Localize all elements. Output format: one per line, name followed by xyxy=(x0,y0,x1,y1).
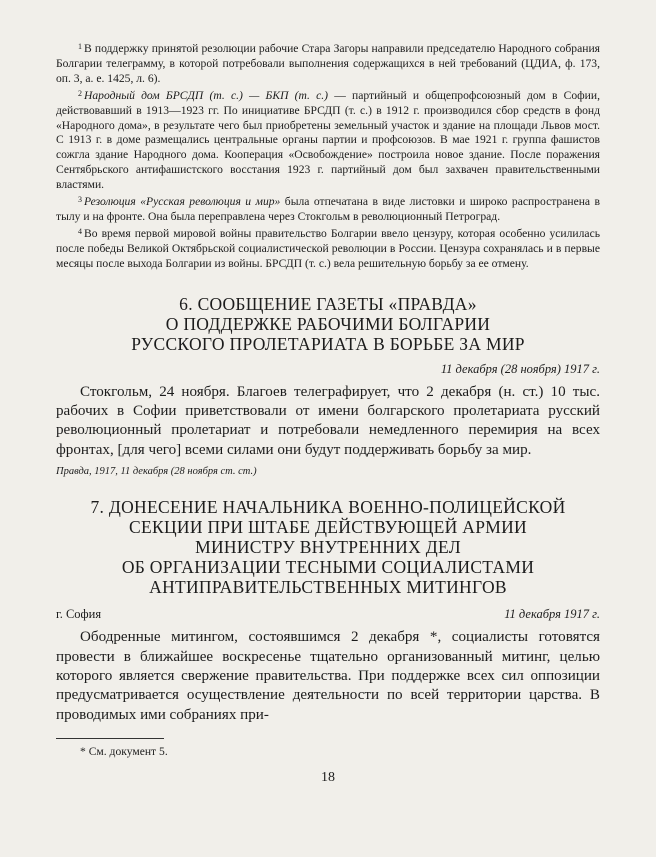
footnote-divider xyxy=(56,738,164,739)
doc7-place-date xyxy=(56,607,600,622)
doc6-title-line: О ПОДДЕРЖКЕ РАБОЧИМИ БОЛГАРИИ xyxy=(165,313,491,334)
doc7-place: г. София xyxy=(56,607,102,622)
doc6-title-line: 6. СООБЩЕНИЕ ГАЗЕТЫ «ПРАВДА» xyxy=(179,293,477,314)
footnote-2: $^2$ Народный дом БРСДП (т. с.) — БКП (т. с.) — партийный и общепрофсоюзный дом в Софии, действовавший в 1913—1923 гг. По инициативе БРСДП (т. с.) в 1912 г. производился сбор средств в фонд «Народного дома», в результате чего был приобретены земельный участок и здание на площади Львов мост. С 1913 г. в доме размещались центральные органы партии и профсоюзов. В мае 1921 г. группа фашистов сожгла здание Народного дома. Кооперация «Освобождение» построила новое здание. После поражения Сентябрьского антифашистского восстания 1923 г. партийный дом был захвачен правительственными властями. xyxy=(56,88,600,192)
footnotes-block xyxy=(56,40,600,272)
doc7-title-line: СЕКЦИИ ПРИ ШТАБЕ ДЕЙСТВУЮЩЕЙ АРМИИ xyxy=(129,517,527,538)
page-number: 18 xyxy=(321,770,335,785)
doc6-body: Стокгольм, 24 ноября. Благоев телеграфирует, что 2 декабря (н. ст.) 10 тыс. рабочих в Софии приветствовали от имени болгарского пролетариата русский революционный пролетариат и потребовали немедленного перемирия на всех фронтах, [для чего] всеми силами они будут поддерживать борьбу за мир. xyxy=(56,383,600,458)
document-6 xyxy=(56,294,600,478)
page xyxy=(56,40,600,758)
doc6-date: 11 декабря (28 ноября) 1917 г. xyxy=(440,361,600,376)
doc7-title-line: ОБ ОРГАНИЗАЦИИ ТЕСНЫМИ СОЦИАЛИСТАМИ xyxy=(121,557,535,578)
doc7-date: 11 декабря 1917 г. xyxy=(504,607,600,622)
doc7-footnote: * См. документ 5. xyxy=(80,745,168,759)
document-7 xyxy=(56,497,600,758)
footnote-4: $^4$ Во время первой мировой войны правительство Болгарии ввело цензуру, которая особенно усилилась после победы Великой Октябрьской социалистической революции в России. Цензура сохранялась и в первые месяцы после выхода Болгарии из войны. БРСДП (т. с.) вела решительную борьбу за ее отмену. xyxy=(56,226,600,270)
footnote-1: $^1$ В поддержку принятой резолюции рабочие Стара Загоры направили председателю Народного собрания Болгарии телеграмму, в которой потребовали выполнения содержащихся в ней требований (ЦДИА, ф. 173, оп. 3, а. е. 1425, л. 6). xyxy=(56,42,600,85)
doc6-title-line: РУССКОГО ПРОЛЕТАРИАТА В БОРЬБЕ ЗА МИР xyxy=(131,333,525,354)
doc7-title-line: МИНИСТРУ ВНУТРЕННИХ ДЕЛ xyxy=(195,537,461,558)
doc7-title-line: АНТИПРАВИТЕЛЬСТВЕННЫХ МИТИНГОВ xyxy=(149,577,507,598)
footnote-3: $^3$ Резолюция «Русская революция и мир» была отпечатана в виде листовки и широко распространена в тылу и на фронте. Она была переправлена через Стокгольм в революционный Петроград. xyxy=(56,195,600,223)
doc7-title-line: 7. ДОНЕСЕНИЕ НАЧАЛЬНИКА ВОЕННО-ПОЛИЦЕЙСКОЙ xyxy=(90,497,566,518)
doc7-body: Ободренные митингом, состоявшимся 2 декабря *, социалисты готовятся провести в ближайшее воскресенье тщательно организованный митинг, целью которого является свержение правительства. При поддержке всех сил оппозиции предусматривается осуществление деятельности по всей территории царства. В проводимых ими собраниях при- xyxy=(56,629,600,723)
doc6-source: Правда, 1917, 11 декабря (28 ноября ст. ст.) xyxy=(56,466,257,478)
